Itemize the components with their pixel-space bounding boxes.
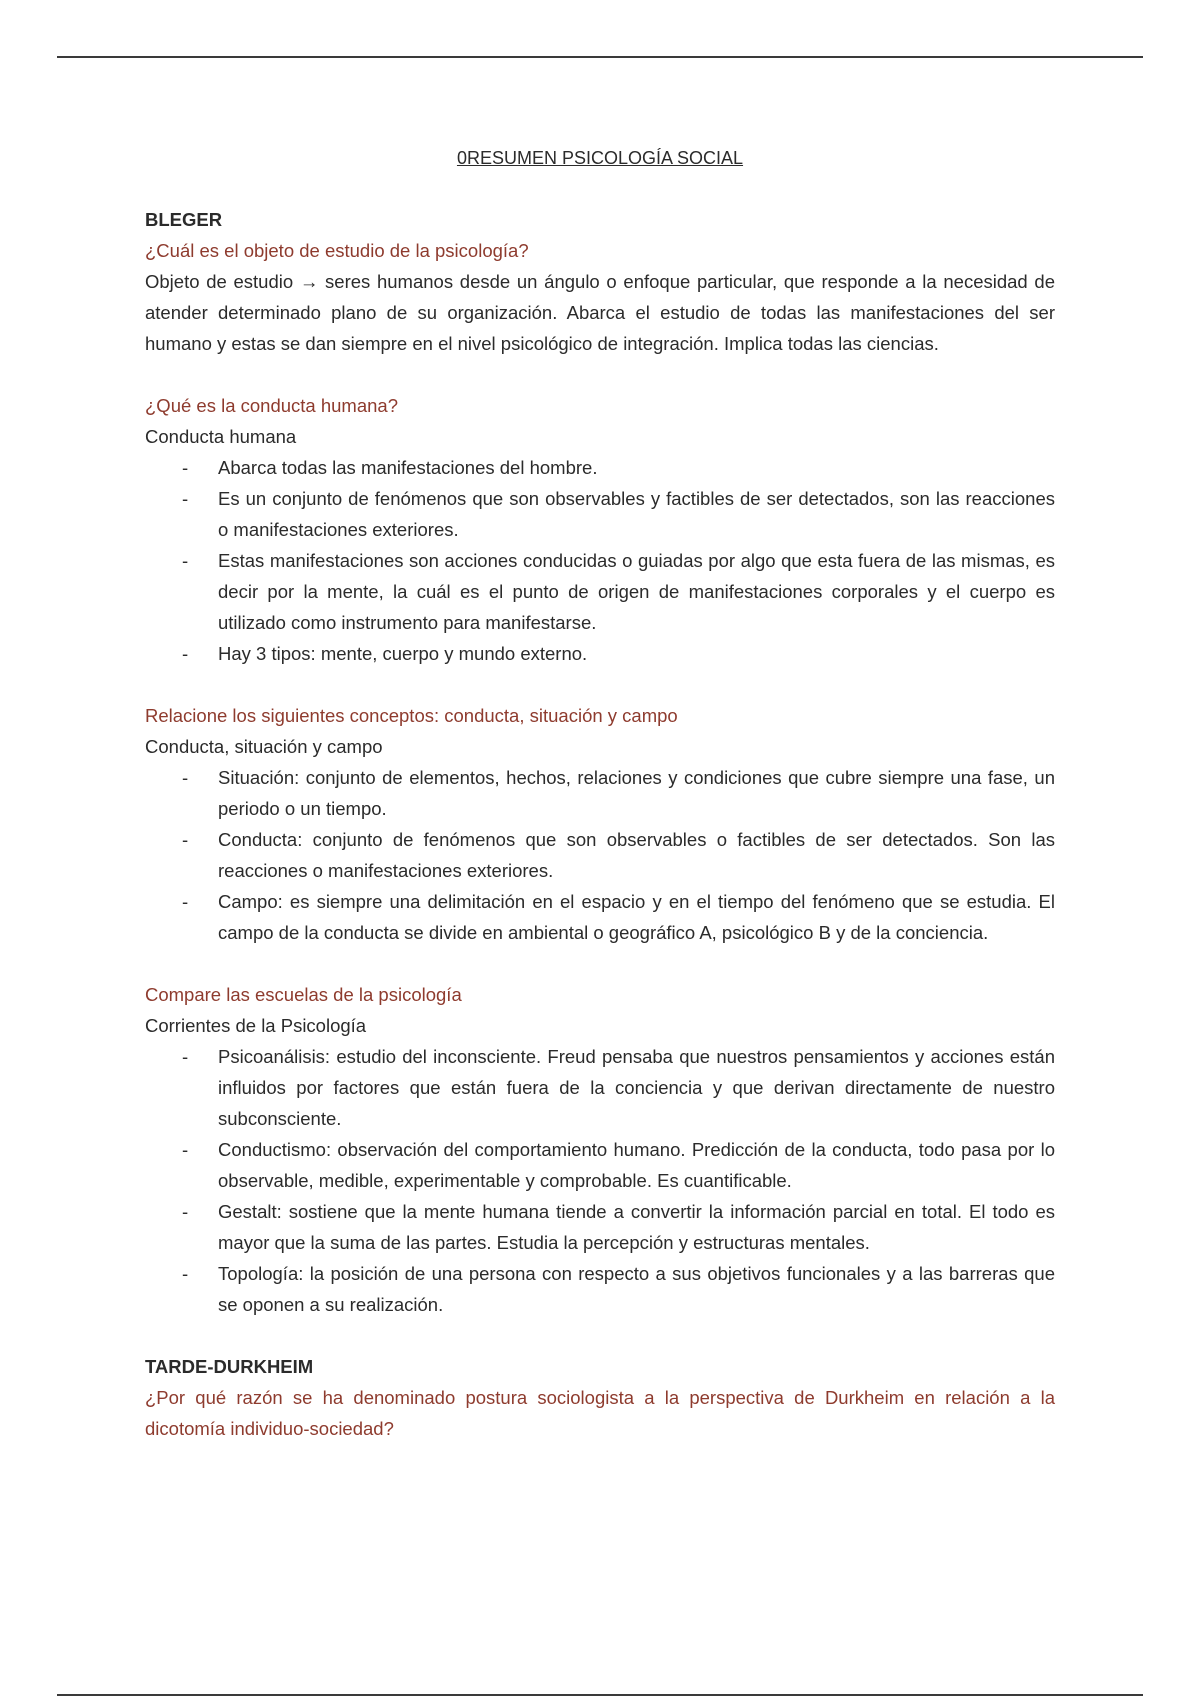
bullet-marker: -: [182, 550, 189, 571]
bullet-marker: -: [182, 1201, 189, 1222]
list-item-text: Abarca todas las manifestaciones del hombre.: [218, 457, 598, 478]
question-heading: ¿Cuál es el objeto de estudio de la psicología?: [145, 240, 529, 261]
section-objeto-de-estudio: [145, 235, 1055, 359]
list-item-text: Topología: la posición de una persona con respecto a sus objetivos funcionales y a las barreras que se oponen a su realización.: [218, 1263, 1055, 1315]
list-item-text: Situación: conjunto de elementos, hechos, relaciones y condiciones que cubre siempre una fase, un periodo o un tiempo.: [218, 767, 1055, 819]
answer-subheading: Corrientes de la Psicología: [145, 1015, 367, 1036]
bullet-marker: -: [182, 891, 189, 912]
list-item: [145, 452, 1055, 483]
list-item: [145, 545, 1055, 638]
bullet-marker: -: [182, 488, 189, 509]
list-item: [145, 638, 1055, 669]
list-item-text: Es un conjunto de fenómenos que son observables y factibles de ser detectados, son las reacciones o manifestaciones exteriores.: [218, 488, 1055, 540]
section-conducta-humana: [145, 390, 1055, 669]
bullet-list: [145, 1041, 1055, 1320]
list-item: [145, 824, 1055, 886]
list-item-text: Campo: es siempre una delimitación en el espacio y en el tiempo del fenómeno que se estudia. El campo de la conducta se divide en ambiental o geográfico A, psicológico B y de la conciencia.: [218, 891, 1055, 943]
list-item: [145, 1134, 1055, 1196]
bullet-marker: -: [182, 829, 189, 850]
list-item-text: Estas manifestaciones son acciones conducidas o guiadas por algo que esta fuera de las mismas, es decir por la mente, la cuál es el punto de origen de manifestaciones corporales y el cuerpo es utilizado como instrumento para manifestarse.: [218, 550, 1055, 633]
list-item-text: Hay 3 tipos: mente, cuerpo y mundo externo.: [218, 643, 588, 664]
bullet-marker: -: [182, 643, 189, 664]
list-item: [145, 483, 1055, 545]
list-item: [145, 886, 1055, 948]
document-title: 0RESUMEN PSICOLOGÍA SOCIAL: [456, 148, 744, 168]
bullet-list: [145, 452, 1055, 669]
question-heading: ¿Qué es la conducta humana?: [145, 395, 398, 416]
answer-subheading: Conducta humana: [145, 426, 297, 447]
bullet-marker: -: [182, 1046, 189, 1067]
question-heading: ¿Por qué razón se ha denominado postura sociologista a la perspectiva de Durkheim en relación a la dicotomía individuo-sociedad?: [145, 1387, 1055, 1439]
document-body: [145, 143, 1055, 1444]
answer-paragraph: Objeto de estudio → seres humanos desde un ángulo o enfoque particular, que responde a la necesidad de atender determinado plano de su organización. Abarca el estudio de todas las manifestaciones del ser humano y estas se dan siempre en el nivel psicológico de integración. Implica todas las ciencias.: [145, 271, 1055, 354]
list-item-text: Gestalt: sostiene que la mente humana tiende a convertir la información parcial en total. El todo es mayor que la suma de las partes. Estudia la percepción y estructuras mentales.: [218, 1201, 1055, 1253]
author-heading-tarde-durkheim: TARDE-DURKHEIM: [145, 1356, 314, 1377]
list-item-text: Conducta: conjunto de fenómenos que son observables o factibles de ser detectados. Son las reacciones o manifestaciones exteriores.: [218, 829, 1055, 881]
list-item-text: Psicoanálisis: estudio del inconsciente. Freud pensaba que nuestros pensamientos y acciones están influidos por factores que están fuera de la conciencia y que derivan directamente de nuestro subconsciente.: [218, 1046, 1055, 1129]
bullet-marker: -: [182, 767, 189, 788]
list-item: [145, 762, 1055, 824]
author-heading-bleger: BLEGER: [145, 209, 223, 230]
section-escuelas-psicologia: [145, 979, 1055, 1320]
bullet-list: [145, 762, 1055, 948]
list-item: [145, 1258, 1055, 1320]
bullet-marker: -: [182, 457, 189, 478]
bullet-marker: -: [182, 1139, 189, 1160]
section-conducta-situacion-campo: [145, 700, 1055, 948]
list-item: [145, 1041, 1055, 1134]
header-rule: [57, 56, 1143, 58]
question-heading: Relacione los siguientes conceptos: conducta, situación y campo: [145, 705, 678, 726]
answer-subheading: Conducta, situación y campo: [145, 736, 383, 757]
list-item: [145, 1196, 1055, 1258]
list-item-text: Conductismo: observación del comportamiento humano. Predicción de la conducta, todo pasa por lo observable, medible, experimentable y comprobable. Es cuantificable.: [218, 1139, 1055, 1191]
bullet-marker: -: [182, 1263, 189, 1284]
question-heading: Compare las escuelas de la psicología: [145, 984, 462, 1005]
footer-rule: [57, 1694, 1143, 1696]
